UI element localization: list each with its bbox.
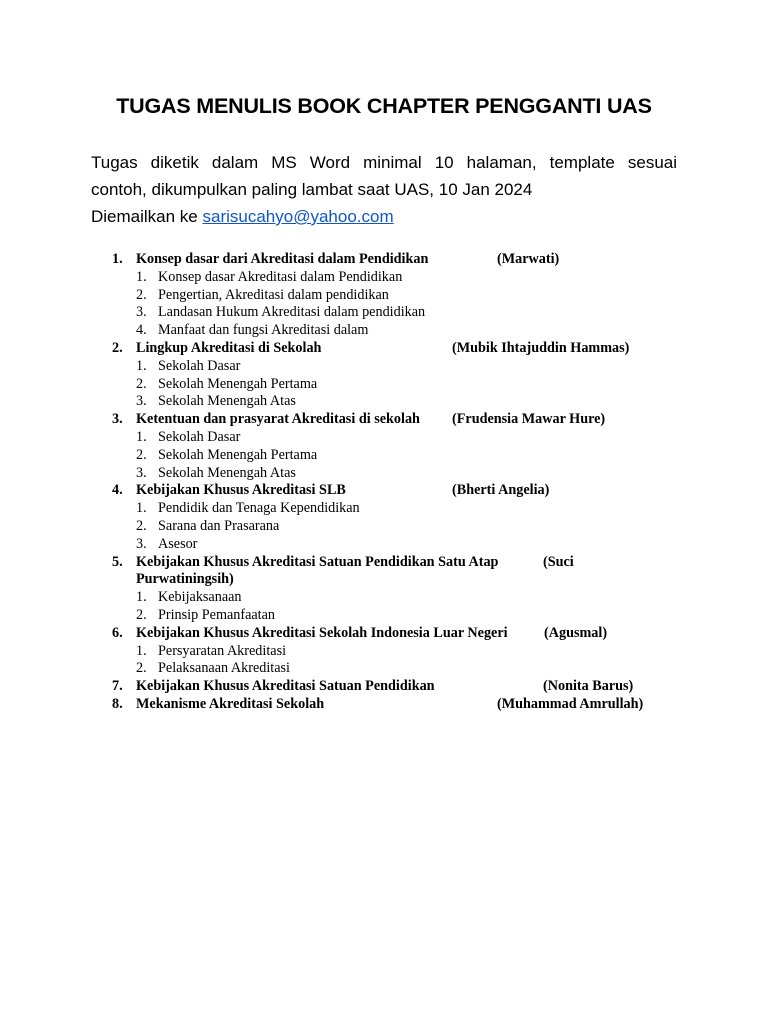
sub-item-number: 1. xyxy=(136,357,147,374)
chapter-author-continued: Purwatiningsih) xyxy=(136,571,234,588)
email-prefix: Diemailkan ke xyxy=(91,207,198,226)
chapter-title: Mekanisme Akreditasi Sekolah xyxy=(136,696,325,712)
chapter-number: 7. xyxy=(112,678,123,695)
chapter-title: Kebijakan Khusus Akreditasi Satuan Pendidikan Satu Atap xyxy=(136,553,499,570)
sub-item-number: 2. xyxy=(136,660,147,677)
email-line xyxy=(91,203,677,230)
sub-item-number: 4. xyxy=(136,322,147,339)
sub-item-number: 2. xyxy=(136,607,147,623)
sub-item-number: 2. xyxy=(136,446,147,463)
chapter-number: 8. xyxy=(112,696,123,712)
instruction-line-1: Tugas diketik dalam MS Word minimal 10 halaman, template sesuai xyxy=(91,153,677,172)
chapter-number: 6. xyxy=(112,624,123,641)
instruction-line-2: contoh, dikumpulkan paling lambat saat UAS, 10 Jan 2024 xyxy=(91,180,533,199)
sub-item-text: Sarana dan Prasarana xyxy=(158,518,280,534)
sub-item-number: 3. xyxy=(136,464,147,481)
chapter-author: (Suci xyxy=(543,553,574,570)
sub-item-text: Asesor xyxy=(158,535,198,552)
sub-item-text: Sekolah Menengah Atas xyxy=(158,393,296,410)
sub-item-number: 2. xyxy=(136,518,147,534)
sub-item-text: Persyaratan Akreditasi xyxy=(158,642,287,659)
chapter-author: (Mubik Ihtajuddin Hammas) xyxy=(452,340,630,356)
sub-item-text: Sekolah Dasar xyxy=(158,357,241,374)
chapter-title: Kebijakan Khusus Akreditasi Satuan Pendidikan xyxy=(136,678,435,695)
chapter-author: (Agusmal) xyxy=(544,624,608,641)
chapter-title: Kebijakan Khusus Akreditasi SLB xyxy=(136,482,346,499)
chapter-number: 2. xyxy=(112,340,123,356)
sub-item-text: Sekolah Menengah Atas xyxy=(158,464,296,481)
sub-item-text: Konsep dasar Akreditasi dalam Pendidikan xyxy=(158,268,403,285)
sub-item-number: 3. xyxy=(136,304,147,321)
sub-item-text: Pendidik dan Tenaga Kependidikan xyxy=(158,500,360,517)
chapter-title: Lingkup Akreditasi di Sekolah xyxy=(136,340,322,356)
chapter-number: 3. xyxy=(112,411,123,428)
sub-item-number: 3. xyxy=(136,393,147,410)
instructions xyxy=(91,149,677,230)
sub-item-number: 1. xyxy=(136,500,147,517)
sub-item-number: 1. xyxy=(136,642,147,659)
email-link[interactable]: sarisucahyo@yahoo.com xyxy=(202,207,394,226)
sub-item-number: 3. xyxy=(136,535,147,552)
chapter-author: (Frudensia Mawar Hure) xyxy=(452,411,606,428)
sub-item-number: 2. xyxy=(136,375,147,392)
chapter-title: Ketentuan dan prasyarat Akreditasi di sekolah xyxy=(136,411,420,428)
sub-item-text: Sekolah Dasar xyxy=(158,429,241,445)
sub-item-text: Pelaksanaan Akreditasi xyxy=(158,660,290,677)
sub-item-text: Sekolah Menengah Pertama xyxy=(158,446,318,463)
sub-item-number: 1. xyxy=(136,589,147,606)
chapter-title: Konsep dasar dari Akreditasi dalam Pendidikan xyxy=(136,251,429,267)
sub-item-text: Landasan Hukum Akreditasi dalam pendidikan xyxy=(158,304,426,321)
sub-item-text: Kebijaksanaan xyxy=(158,589,242,606)
sub-item-text: Pengertian, Akreditasi dalam pendidikan xyxy=(158,286,389,303)
chapter-author: (Nonita Barus) xyxy=(543,678,634,695)
sub-item-text: Prinsip Pemanfaatan xyxy=(158,607,276,623)
chapter-number: 4. xyxy=(112,482,123,499)
chapter-author: (Bherti Angelia) xyxy=(452,482,550,499)
document-title: TUGAS MENULIS BOOK CHAPTER PENGGANTI UAS xyxy=(116,94,652,118)
sub-item-number: 1. xyxy=(136,429,147,445)
chapter-number: 5. xyxy=(112,553,123,570)
chapter-author: (Marwati) xyxy=(497,251,560,267)
sub-item-number: 1. xyxy=(136,268,147,285)
sub-item-text: Manfaat dan fungsi Akreditasi dalam xyxy=(158,322,369,339)
chapter-title: Kebijakan Khusus Akreditasi Sekolah Indonesia Luar Negeri xyxy=(136,624,508,641)
sub-item-text: Sekolah Menengah Pertama xyxy=(158,375,318,392)
chapter-number: 1. xyxy=(112,251,123,267)
chapter-author: (Muhammad Amrullah) xyxy=(497,696,644,712)
sub-item-number: 2. xyxy=(136,286,147,303)
